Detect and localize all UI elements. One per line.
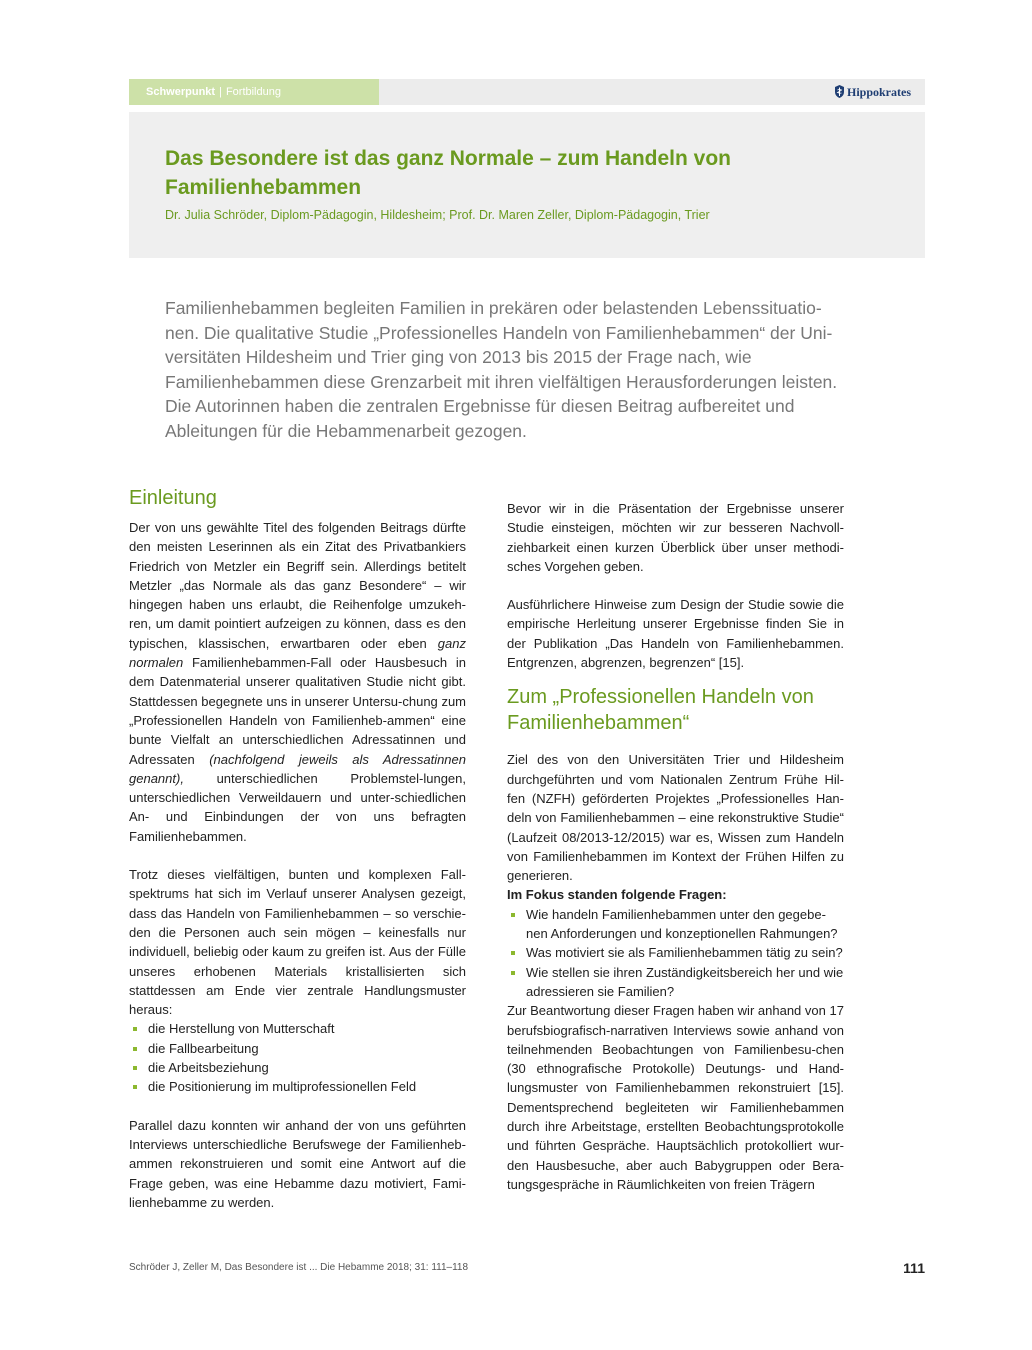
running-header [129, 79, 925, 105]
right-column [507, 499, 844, 1194]
intro-emphasis-a: ganz normalen [129, 635, 466, 671]
publisher-logo [834, 79, 911, 105]
intro-text-a: Der von uns gewählte Titel des folgenden Beitrags dürfte den meisten Leserinnen als ein Zitat des Privatbankiers Friedrich von Metzler ein Begriff sein. Allerdings betitelt Metzler „das Normale als das ganz Besondere“ – wir hingegen haben uns erlaubt, die Reihenfolge umzukeh-ren, um damit pointiert aufzeigen zu können, dass es den typischen, klassischen, erwartbaren oder eben [129, 520, 466, 651]
publisher-name: Hippokrates [846, 85, 911, 99]
intro-text-c: unterschiedlichen Problemstel-lungen, unterschiedlichen Verweildauern und unter-schiedlichen An- und Einbindungen der von uns befragten Familienhebammen. [129, 770, 466, 844]
intro-emphasis-b: (nachfolgend jeweils als Adressatinnen genannt), [129, 751, 467, 786]
section-separator: | [219, 86, 222, 98]
section-label [129, 79, 379, 105]
paragraph: Ausführlichere Hinweise zum Design der Studie sowie die empirische Herleitung unserer Ergebnisse finden Sie in der Publikation „Das Handeln von Familienhebammen. Entgrenzen, abgrenzen, begrenzen“ [15]. [507, 597, 844, 671]
footer-citation: Schröder J, Zeller M, Das Besondere ist ... Die Hebamme 2018; 31: 111–118 [129, 1262, 469, 1273]
title-box [129, 112, 925, 258]
list-item: Wie handeln Familienhebammen unter den gegebe-nen Anforderungen und konzeptionellen Rahmungen? [507, 905, 844, 944]
list-item: die Herstellung von Mutterschaft [129, 1019, 466, 1038]
left-column [129, 484, 466, 1212]
article-title: Das Besondere ist das ganz Normale – zum Handeln von Familienhebammen [165, 147, 731, 199]
list-item: die Positionierung im multiprofessionellen Feld [129, 1077, 466, 1096]
paragraph: Ziel des von den Universitäten Trier und Hildesheim durchgeführten und vom Nationalen Zentrum Frühe Hil-fen (NZFH) geförderten Projektes „Professionelles Han-deln von Familienhebammen – eine rekonstruktive Studie“ (Laufzeit 08/2013-12/2015) war es, Wissen zum Handeln von Familienhebammen im Kontext der Frühen Hilfen zu generieren. [507, 752, 844, 884]
subsection-name: Fortbildung [225, 86, 281, 98]
paragraph: Trotz dieses vielfältigen, bunten und komplexen Fall-spektrums hat sich im Verlauf unserer Analysen gezeigt, dass das Handeln von Familienhebammen – so verschie-den die Personen auch sein mögen – keinesfalls nur individuell, beliebig oder kaum zu greifen ist. Aus der Fülle unseres erhobenen Materials kristallisierten sich stattdessen am Ende vier zentrale Handlungsmuster heraus: [129, 867, 466, 1018]
focus-questions-label: Im Fokus standen folgende Fragen: [507, 887, 727, 903]
list-item: die Arbeitsbeziehung [129, 1058, 466, 1077]
focus-questions-list [507, 905, 844, 1001]
list-item: Wie stellen sie ihren Zuständigkeitsbereich her und wie adressieren sie Familien? [507, 963, 844, 1002]
hippokrates-emblem-icon [834, 85, 845, 98]
paragraph: Bevor wir in die Präsentation der Ergebnisse unserer Studie einsteigen, möchten wir zur besseren Nachvoll-ziehbarkeit einen kurzen Überblick über unser methodi-sches Vorgehen geben. [507, 501, 844, 574]
article-abstract: Familienhebammen begleiten Familien in prekären oder belastenden Lebenssituatio-nen. Die qualitative Studie „Professionelles Handeln von Familienhebammen“ der Uni-versitäten Hildesheim und Trier ging von 2013 bis 2015 der Frage nach, wie Familienhebammen diese Grenzarbeit mit ihren vielfältigen Herausforderungen leisten. Die Autorinnen haben die zentralen Ergebnisse für diesen Beitrag aufbereitet und Ableitungen für die Hebammenarbeit gezogen. [165, 298, 838, 441]
section-heading-einleitung: Einleitung [129, 487, 217, 509]
paragraph: Zur Beantwortung dieser Fragen haben wir anhand von 17 berufsbiografisch-narrativen Interviews sowie anhand von teilnehmenden Beobachtungen von Familienbesu-chen (30 ethnografische Protokolle) Deutungs- und Hand-lungsmuster von Familienhebammen rekonstruiert [15]. Dementsprechend begleiteten wir Familienhebammen durch ihre Arbeitstage, erstellten Beobachtungsprotokolle und führten Gespräche. Hauptsächlich protokolliert wur-den Hausbesuche, aber auch Babygruppen oder Bera-tungsgespräche in Räumlichkeiten von freien Trägern [507, 1003, 844, 1192]
list-item: Was motiviert sie als Familienhebammen tätig zu sein? [507, 943, 844, 962]
list-item: die Fallbearbeitung [129, 1039, 466, 1058]
page-number: 111 [903, 1260, 925, 1276]
section-heading-professionelles-handeln: Zum „Professionellen Handeln von Familienhebammen“ [507, 686, 814, 735]
intro-text-b: Familienhebammen-Fall oder Hausbesuch in dem Datenmaterial unserer qualitativen Studie nicht gibt. Stattdessen begegnete uns in unserer Untersu-chung zum „Professionellen Handeln von Familienheb-ammen“ eine bunte Vielfalt an unterschiedlichen Adressatinnen und Adressaten [129, 655, 466, 767]
section-name: Schwerpunkt [146, 86, 216, 98]
handlungsmuster-list [129, 1019, 466, 1096]
article-authors: Dr. Julia Schröder, Diplom-Pädagogin, Hildesheim; Prof. Dr. Maren Zeller, Diplom-Pädagogin, Trier [165, 208, 710, 222]
intro-paragraph [129, 518, 466, 846]
paragraph: Parallel dazu konnten wir anhand der von uns geführten Interviews unterschiedliche Berufswege der Familienheb-ammen rekonstruieren und somit eine Antwort auf die Frage geben, was eine Hebamme dazu motiviert, Fami-lienhebamme zu werden. [129, 1117, 466, 1210]
